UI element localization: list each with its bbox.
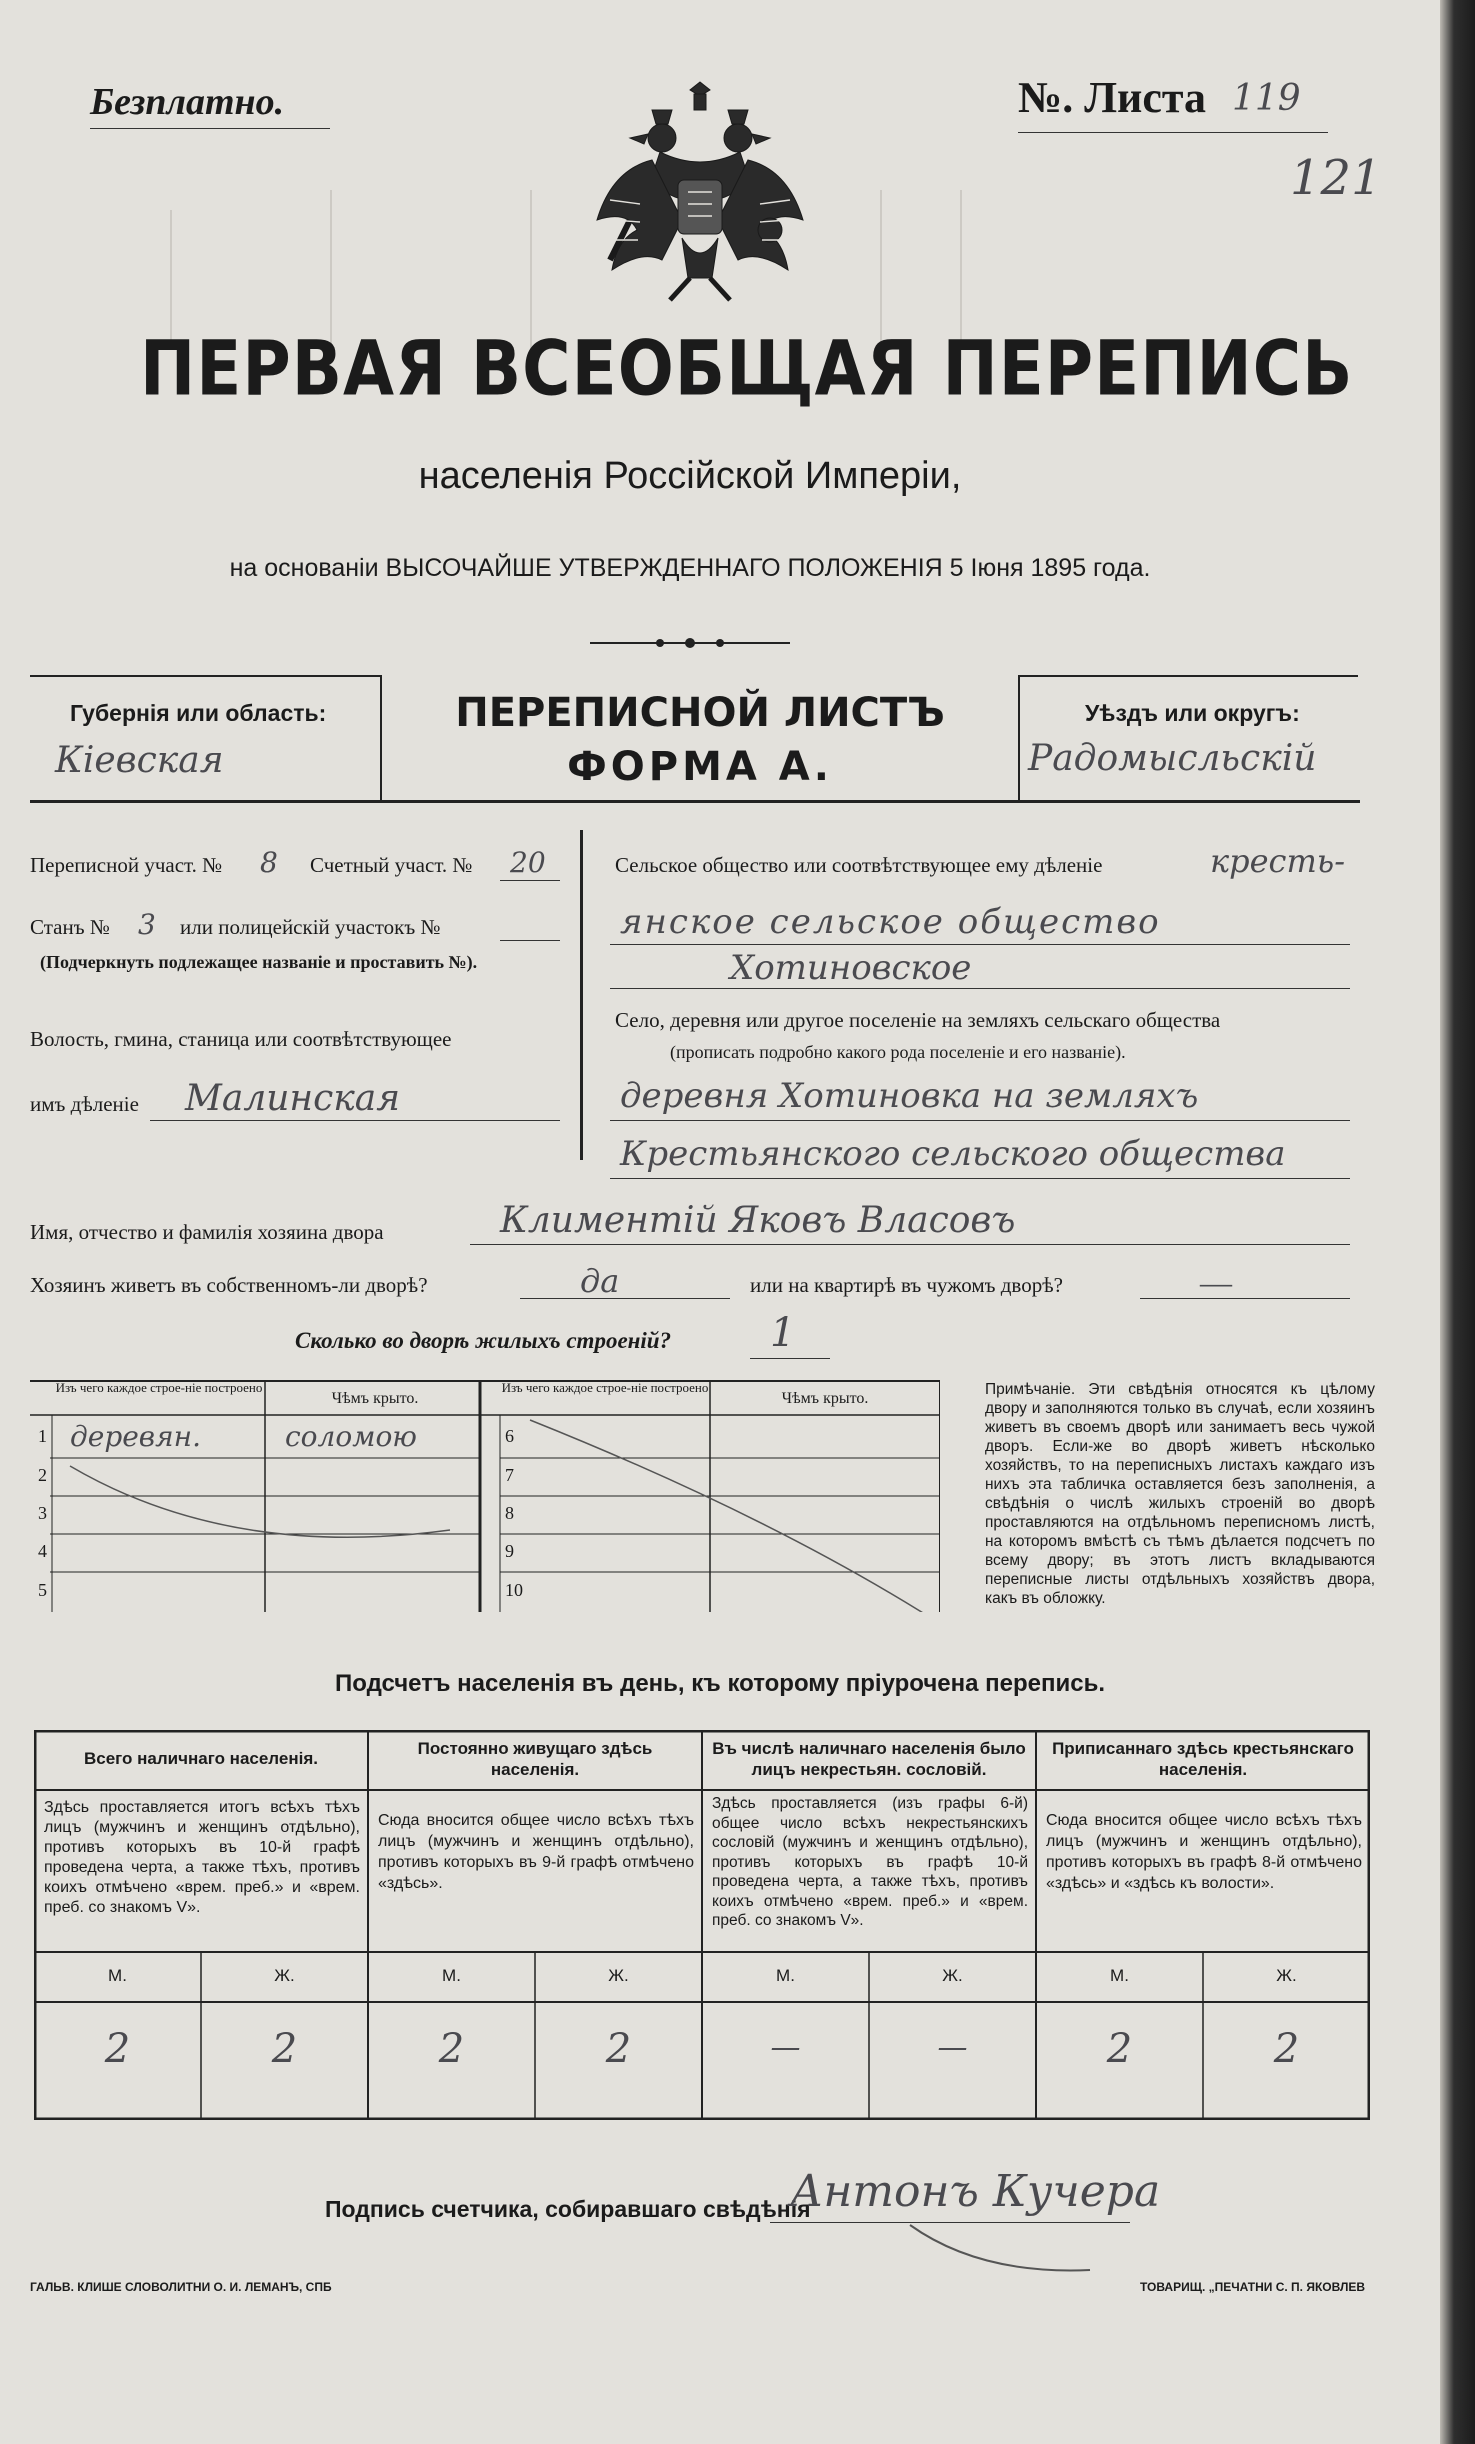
census-title: ПЕРВАЯ ВСЕОБЩАЯ ПЕРЕПИСЬ	[140, 324, 1354, 413]
col-roof-left: Чѣмъ крыто.	[331, 1390, 419, 1407]
guberniya-label: Губернія или область:	[70, 700, 327, 726]
pop-col-title: Приписаннаго здѣсь крестьянскаго населенія.	[1052, 1739, 1354, 1779]
signature-flourish	[900, 2215, 1100, 2285]
row-material: деревян.	[70, 1420, 201, 1453]
stan-value: 3	[138, 908, 156, 941]
row-num: 9	[505, 1541, 514, 1561]
pop-col-desc: Здѣсь проставляется итогъ всѣхъ тѣхъ лицъ (мужчинъ и женщинъ отдѣльно), противъ которыхъ въ 10-й графѣ проведена черта, а также тѣхъ, противъ коихъ отмѣчено «врем. преб.» и «врем. преб. со знакомъ V».	[44, 1799, 360, 1916]
police-underline	[500, 940, 560, 941]
count-area-label: Счетный участ. №	[310, 853, 473, 877]
census-subtitle: населенія Россійской Имперіи,	[418, 455, 962, 497]
buildings-table	[30, 1380, 940, 1612]
rent-underline	[1140, 1298, 1350, 1299]
signature-label: Подпись счетчика, собиравшаго свѣдѣнія	[325, 2196, 811, 2222]
signature-value: Антонъ Кучера	[790, 2166, 1161, 2217]
sheet-title: ПЕРЕПИСНОЙ ЛИСТЪ	[455, 690, 945, 736]
society-underline2	[610, 944, 1350, 945]
printer-right: ТОВАРИЩ. „ПЕЧАТНИ С. П. ЯКОВЛЕВ	[1140, 2280, 1366, 2294]
volost-label2: имъ дѣленіе	[30, 1092, 139, 1116]
volost-label: Волость, гмина, станица или соотвѣтствующее	[30, 1027, 452, 1051]
imperial-eagle-emblem	[590, 70, 810, 310]
pop-zh-value: 2	[1273, 2026, 1300, 2072]
col-material-left: Изъ чего каждое строе-ніе построено	[55, 1380, 263, 1395]
guberniya-value: Кіевская	[55, 740, 224, 781]
village-value1: деревня Хотиновка на земляхъ	[620, 1076, 1199, 1116]
ornament-divider	[590, 636, 790, 650]
village-value2: Крестьянского сельского общества	[620, 1134, 1286, 1174]
society-value2: янское сельское общество	[620, 902, 1161, 942]
pop-col-title: Постоянно живущаго здѣсь населенія.	[417, 1739, 653, 1779]
pop-col-desc: Сюда вносится общее число всѣхъ тѣхъ лицъ (мужчинъ и женщинъ отдѣльно), противъ которыхъ въ 9-й графѣ отмѣчено «здѣсь».	[378, 1812, 694, 1892]
population-heading: Подсчетъ населенія въ день, къ которому пріурочена перепись.	[335, 1670, 1105, 1697]
buildings-underline	[750, 1358, 830, 1359]
page-edge-shadow	[1440, 0, 1475, 2444]
volost-underline	[150, 1120, 560, 1121]
pop-col-title: Всего наличнаго населенія.	[84, 1749, 318, 1768]
col-roof-right: Чѣмъ крыто.	[781, 1390, 869, 1407]
stan-label: Станъ №	[30, 915, 110, 939]
row-num: 7	[505, 1465, 514, 1485]
rent-value: —	[1200, 1264, 1232, 1300]
sheet-number-underline	[1018, 132, 1328, 133]
free-underline	[90, 128, 330, 129]
owner-name-value: Климентій Яковъ Власовъ	[500, 1200, 1016, 1241]
own-yard-underline	[520, 1298, 730, 1299]
row-num: 10	[505, 1580, 523, 1600]
pop-zh-header: Ж.	[608, 1966, 629, 1985]
society-value1: кресть-	[1210, 842, 1346, 880]
pop-m-header: М.	[776, 1966, 795, 1985]
sheet-number-value: 119	[1232, 78, 1301, 119]
pop-m-value: —	[770, 2030, 801, 2065]
village-note: (прописать подробно какого рода поселеніе и его названіе).	[670, 1042, 1126, 1062]
society-underline3	[610, 988, 1350, 989]
buildings-label: Сколько во дворѣ жилыхъ строеній?	[295, 1328, 672, 1353]
census-area-label: Переписной участ. №	[30, 853, 223, 877]
pop-zh-header: Ж.	[942, 1966, 963, 1985]
count-area-value: 20	[510, 846, 546, 879]
form-band-left-divider	[380, 675, 382, 802]
row-num: 4	[38, 1541, 47, 1561]
village-underline2	[610, 1178, 1350, 1179]
form-band-right-divider	[1018, 675, 1020, 802]
pop-zh-value: 2	[271, 2026, 298, 2072]
pop-zh-header: Ж.	[1276, 1966, 1297, 1985]
form-band-bottom	[30, 800, 1360, 803]
uezd-value: Радомысльскій	[1028, 738, 1317, 779]
owner-name-underline	[470, 1244, 1350, 1245]
pop-col-desc: Здѣсь проставляется (изъ графы 6-й) общее число всѣхъ некрестьянскихъ сословій (мужчинъ и женщинъ отдѣльно), противъ которыхъ въ графѣ 10-й проведена черта, а также тѣхъ, противъ коихъ отмѣчено «врем. преб.» и «врем. преб. со знакомъ V».	[712, 1795, 1028, 1929]
pop-zh-header: Ж.	[274, 1966, 295, 1985]
col-material-right: Изъ чего каждое строе-ніе построено	[501, 1380, 709, 1395]
pop-zh-value: 2	[605, 2026, 632, 2072]
society-label: Сельское общество или соотвѣтствующее ему дѣленіе	[615, 853, 1103, 877]
count-area-underline	[500, 880, 560, 881]
corner-number: 121	[1290, 150, 1382, 206]
middle-divider	[580, 830, 583, 1160]
village-underline1	[610, 1120, 1350, 1121]
row-num: 3	[38, 1503, 47, 1523]
form-band-top-left	[30, 675, 380, 677]
free-label: Безплатно.	[90, 81, 285, 123]
own-yard-value: да	[580, 1262, 620, 1300]
buildings-note: Примѣчаніе. Эти свѣдѣнія относятся къ цѣлому двору и заполняются только въ случаѣ, если хозяинъ живетъ въ своемъ дворѣ или занимаетъ весь чужой дворъ. Если-же во дворѣ живетъ нѣсколько хозяйствъ, то на переписныхъ листахъ каждаго изъ нихъ эта табличка оставляется безъ заполненія, а свѣдѣнія о числѣ жилыхъ строеній во дворѣ проставляются на отдѣльномъ переписномъ листѣ, на которомъ вмѣстѣ съ тѣмъ дѣлается подсчетъ по всему двору; въ этотъ листъ вкладываются переписные листы отдѣльныхъ хозяйствъ двора, какъ въ обложку.	[985, 1381, 1375, 1607]
pop-m-header: М.	[442, 1966, 461, 1985]
form-name: ФОРМА А.	[567, 744, 833, 790]
row-num: 6	[505, 1426, 514, 1446]
rent-label: или на квартирѣ въ чужомъ дворѣ?	[750, 1273, 1063, 1297]
population-table	[34, 1730, 1370, 2120]
form-band-top-right	[1018, 675, 1358, 677]
row-num: 2	[38, 1465, 47, 1485]
row-num: 1	[38, 1426, 47, 1446]
census-area-value: 8	[260, 846, 278, 879]
pop-m-header: М.	[1110, 1966, 1129, 1985]
buildings-value: 1	[770, 1310, 796, 1356]
owner-name-label: Имя, отчество и фамилія хозяина двора	[30, 1220, 384, 1244]
pop-m-value: 2	[104, 2026, 131, 2072]
village-label: Село, деревня или другое поселеніе на земляхъ сельскаго общества	[615, 1008, 1221, 1032]
pop-col-title: Въ числѣ наличнаго населенія было лицъ некрестьян. сословій.	[712, 1739, 1026, 1779]
row-num: 8	[505, 1503, 514, 1523]
uezd-label: Уѣздъ или округъ:	[1085, 700, 1300, 726]
society-value3: Хотиновское	[730, 948, 972, 988]
pop-zh-value: —	[937, 2030, 968, 2065]
row-num: 5	[38, 1580, 47, 1600]
underline-note: (Подчеркнуть подлежащее названіе и проставить №).	[40, 952, 478, 972]
sheet-number-label: №. Листа	[1018, 73, 1207, 122]
pop-col-desc: Сюда вносится общее число всѣхъ тѣхъ лицъ (мужчинъ и женщинъ отдѣльно), противъ которыхъ въ графѣ 8-й отмѣчено «здѣсь» и «здѣсь къ волости».	[1046, 1812, 1362, 1892]
pop-m-value: 2	[1106, 2026, 1133, 2072]
census-basis: на основаніи ВЫСОЧАЙШЕ УТВЕРЖДЕННАГО ПОЛОЖЕНІЯ 5 Іюня 1895 года.	[229, 554, 1151, 582]
printer-left: ГАЛЬВ. КЛИШЕ СЛОВОЛИТНИ О. И. ЛЕМАНЪ, СПБ	[30, 2280, 332, 2294]
pop-m-header: М.	[108, 1966, 127, 1985]
own-yard-label: Хозяинъ живетъ въ собственномъ-ли дворѣ?	[30, 1273, 428, 1297]
volost-value: Малинская	[185, 1078, 401, 1119]
pop-m-value: 2	[438, 2026, 465, 2072]
row-roof: соломою	[285, 1420, 417, 1453]
police-label: или полицейскій участокъ №	[180, 915, 441, 939]
